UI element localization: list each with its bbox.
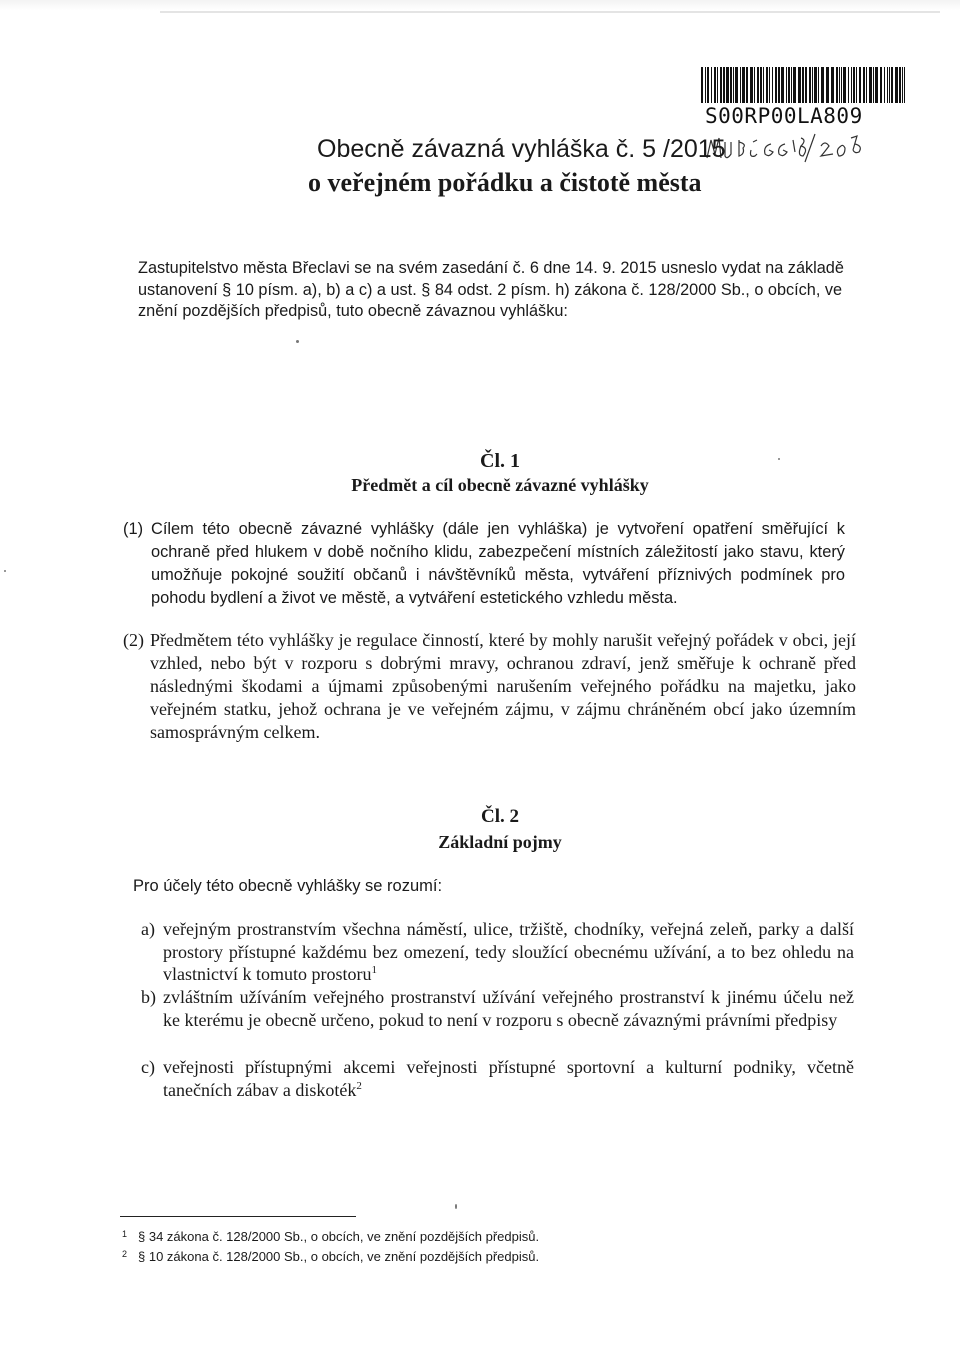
barcode-bar — [760, 67, 762, 103]
item-label: c) — [141, 1057, 155, 1077]
barcode-bar — [843, 67, 846, 103]
scan-speck — [296, 340, 299, 343]
footnote-1 — [122, 1229, 722, 1245]
barcode-bar — [754, 67, 755, 103]
barcode-bar — [791, 67, 792, 103]
document-subtitle: o veřejném pořádku a čistotě města — [308, 168, 702, 197]
barcode-bar — [802, 67, 804, 103]
barcode-bar — [746, 67, 748, 103]
barcode-bar — [831, 67, 834, 103]
scan-edge — [0, 0, 960, 10]
barcode-bar — [841, 67, 842, 103]
barcode-bar — [869, 67, 872, 103]
barcode-bar — [902, 67, 903, 103]
barcode-bar — [818, 67, 819, 103]
item-label: b) — [141, 987, 156, 1007]
article-1-paragraph-2 — [123, 629, 856, 744]
intro-paragraph: Zastupitelstvo města Břeclavi se na svém zasedání č. 6 dne 14. 9. 2015 usneslo vydat na základě ustanovení § 10 písm. a), b) a c) a ust. § 84 odst. 2 písm. h) zákona č. 128/2000 Sb., o obcích, ve znění pozdějších předpisů, tuto obecně závaznou vyhlášku: — [138, 259, 844, 320]
barcode-bar — [848, 67, 849, 103]
scan-speck — [4, 570, 6, 572]
article-2-lead: Pro účely této obecně vyhlášky se rozumí: — [133, 877, 443, 895]
paragraph-label: (1) — [123, 520, 144, 538]
paragraph-text: Předmětem této vyhlášky je regulace činností, které by mohly narušit veřejný pořádek v obci, její vzhled, nebo být v rozporu s dobrými mravy, ochranou zdraví, jenž směřuje k ochraně před následnými škodami a újmami způsobenými narušením veřejného pořádku na majetku, jako veřejném statku, jehož ochrana je ve veřejném zájmu, v zájmu chráněném obcí jako územním samosprávným celkem. — [150, 630, 856, 742]
definition-item-c — [141, 1056, 854, 1101]
barcode-bar — [887, 67, 888, 103]
barcode-bar — [821, 67, 824, 103]
barcode-bar — [766, 67, 768, 103]
barcode-bar — [723, 67, 725, 103]
barcode-bar — [853, 67, 855, 103]
barcode-bar — [705, 67, 706, 103]
item-label: a) — [141, 919, 155, 939]
barcode-bar — [889, 67, 890, 103]
barcode-bar — [772, 67, 773, 103]
item-text: veřejnosti přístupnými akcemi veřejnosti přístupné sportovní a kulturní podniky, včetně tanečních zábav a diskoték — [163, 1057, 854, 1100]
barcode-bar — [701, 67, 703, 103]
barcode-bar — [805, 67, 807, 103]
footnote-text: § 10 zákona č. 128/2000 Sb., o obcích, ve znění pozdějších předpisů. — [138, 1249, 540, 1264]
barcode-bar — [717, 67, 718, 103]
barcode-bar — [786, 67, 787, 103]
article-1-heading: Předmět a cíl obecně závazné vyhlášky — [351, 475, 649, 495]
barcode-bar — [880, 67, 882, 103]
definition-item-a — [141, 918, 854, 986]
barcode-bar — [778, 67, 780, 103]
footnote-number: 2 — [122, 1249, 128, 1259]
barcode-bar — [856, 67, 857, 103]
barcode-bar — [826, 67, 829, 103]
document-title: Obecně závazná vyhláška č. 5 /2015 — [317, 135, 726, 163]
barcode-bar — [875, 67, 878, 103]
barcode-bar — [775, 67, 777, 103]
barcode-bar — [809, 67, 811, 103]
footnote-ref: 1 — [371, 964, 377, 976]
barcode-bar — [863, 67, 865, 103]
barcode-bar — [836, 67, 838, 103]
article-2-heading: Základní pojmy — [438, 832, 562, 852]
scan-line — [160, 11, 940, 13]
barcode-bar — [859, 67, 861, 103]
article-1-number: Čl. 1 — [480, 450, 520, 472]
barcode-bar — [740, 67, 741, 103]
barcode-bar — [904, 67, 905, 103]
barcode-label: S00RP00LA809 — [705, 104, 863, 128]
handwritten-reference-note — [705, 128, 905, 168]
barcode-bar — [873, 67, 874, 103]
barcode-bar — [720, 67, 722, 103]
barcode-bar — [769, 67, 770, 103]
footnote-number: 1 — [122, 1229, 128, 1239]
barcode-bar — [711, 67, 712, 103]
barcode-bar — [757, 67, 759, 103]
barcode-bar — [735, 67, 738, 103]
footnote-2 — [122, 1249, 722, 1265]
footnote-ref: 2 — [356, 1079, 362, 1092]
barcode-bar — [895, 67, 898, 103]
barcode-bar — [884, 67, 885, 103]
barcode-bar — [730, 67, 732, 103]
barcode-bar — [742, 67, 745, 103]
barcode-bar — [812, 67, 813, 103]
barcode-bar — [899, 67, 901, 103]
barcode — [701, 67, 905, 103]
barcode-bar — [851, 67, 852, 103]
barcode-bar — [781, 67, 784, 103]
barcode-bar — [866, 67, 867, 103]
barcode-bar — [714, 67, 716, 103]
barcode-bar — [839, 67, 840, 103]
barcode-bar — [814, 67, 817, 103]
barcode-bar — [891, 67, 893, 103]
definition-item-b — [141, 986, 854, 1031]
barcode-bar — [733, 67, 734, 103]
barcode-bar — [763, 67, 764, 103]
paragraph-text: Cílem této obecně závazné vyhlášky (dále jen vyhláška) je vytvoření opatření směřující k ochraně před hlukem v době nočního klidu, zabezpečení místních záležitostí jako stavu, který umožňuje pokojné soužití občanů i návštěvníků města, vytváření příznivých podmínek pro pohodu bydlení a život ve městě, a vytváření estetického vzhledu města. — [151, 520, 845, 607]
barcode-bar — [726, 67, 729, 103]
barcode-bar — [793, 67, 796, 103]
barcode-bar — [798, 67, 801, 103]
scan-speck — [778, 458, 780, 460]
paragraph-label: (2) — [123, 630, 144, 650]
item-text: zvláštním užíváním veřejného prostranství užívání veřejného prostranství k jinému účelu než ke kterému je obecně určeno, pokud to není v rozporu s obecně závaznými právními předpisy — [163, 987, 854, 1030]
item-text: veřejným prostranstvím všechna náměstí, ulice, tržiště, chodníky, veřejná zeleň, parky a další prostory přístupné každému bez omezení, tedy sloužící obecnému užívání, a to bez ohledu na vlastnictví k tomuto prostoru — [163, 919, 854, 984]
barcode-bar — [788, 67, 790, 103]
barcode-bar — [750, 67, 753, 103]
scan-speck — [455, 1204, 457, 1209]
footnote-separator — [120, 1216, 356, 1217]
article-2-number: Čl. 2 — [481, 806, 519, 827]
article-1-paragraph-1 — [123, 518, 845, 610]
barcode-bar — [707, 67, 709, 103]
footnote-text: § 34 zákona č. 128/2000 Sb., o obcích, ve znění pozdějších předpisů. — [138, 1229, 540, 1244]
